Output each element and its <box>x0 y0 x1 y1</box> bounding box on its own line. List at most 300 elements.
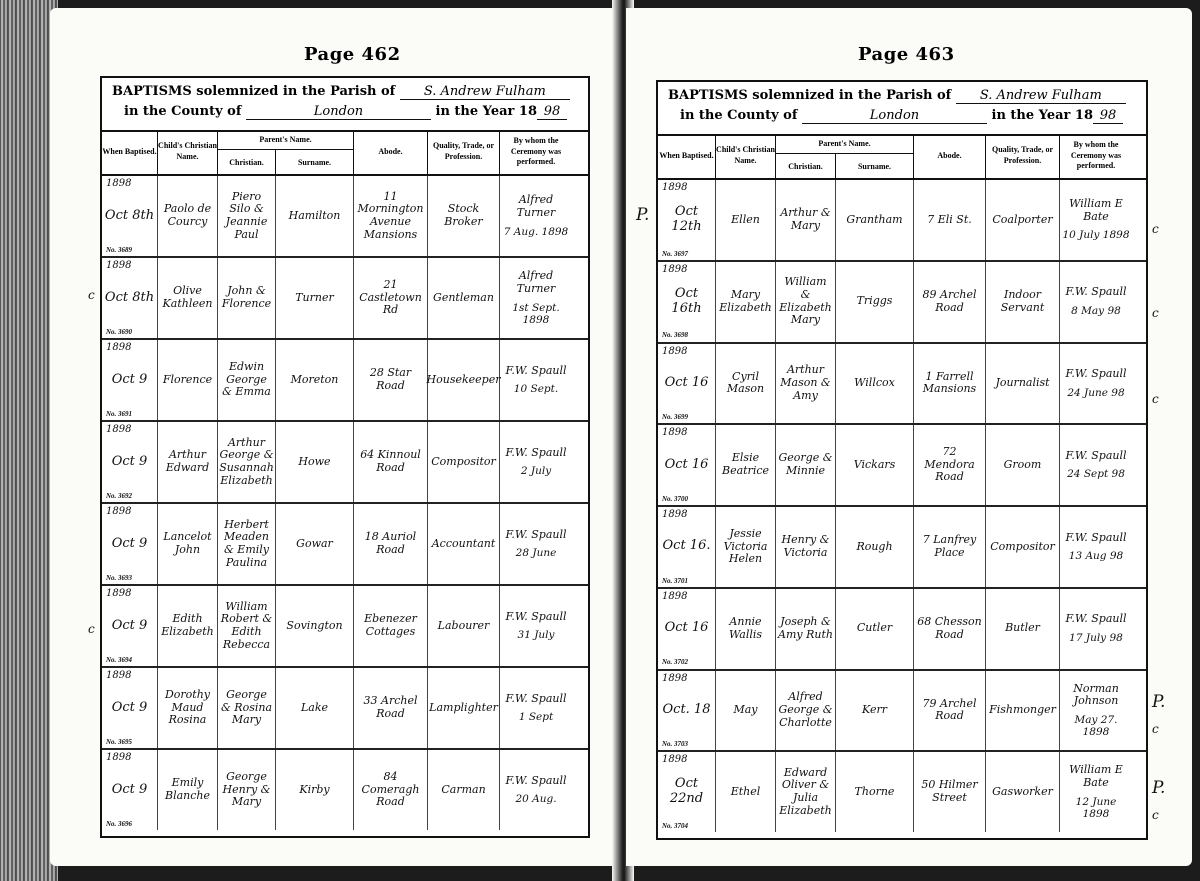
abode-text: 7 Lanfrey Place <box>922 533 977 559</box>
entry-number: No. 3690 <box>106 327 133 336</box>
child-name <box>158 422 218 502</box>
entry-number: No. 3691 <box>106 409 133 418</box>
surname <box>836 507 914 587</box>
officiant-name: Alfred Turner <box>516 269 556 295</box>
birth-date: 8 May 98 <box>1071 304 1121 317</box>
child-name <box>158 258 218 338</box>
officiant-name: F.W. Spaull <box>1065 448 1127 462</box>
child-name <box>158 504 218 584</box>
baptism-date <box>102 340 158 420</box>
parents-christian-names-text: Arthur George & Susannah Elizabeth <box>219 435 274 487</box>
profession-text: Journalist <box>995 376 1050 390</box>
surname <box>276 586 354 666</box>
parents-christian-names-text: William & Elizabeth Mary <box>779 275 832 327</box>
entry-year: 1898 <box>662 263 688 275</box>
baptism-register-table <box>100 76 590 838</box>
officiant <box>1060 180 1132 260</box>
officiant <box>500 176 572 256</box>
entry-year: 1898 <box>106 424 132 435</box>
birth-date: 1 Sept <box>518 711 554 724</box>
profession-text: Stock Broker <box>444 202 483 228</box>
column-headers <box>102 130 588 176</box>
baptism-date-text: Oct 22nd <box>669 776 704 807</box>
officiant <box>500 668 572 748</box>
parents-christian-names <box>218 422 276 502</box>
abode <box>914 344 986 424</box>
margin-note: P. <box>1152 692 1166 712</box>
column-header-when: When Baptised. <box>658 134 716 178</box>
child-name-text: Dorothy Maud Rosina <box>164 688 211 727</box>
baptism-date-text: Oct 9 <box>111 617 148 633</box>
birth-date: 1st Sept. 1898 <box>512 301 560 326</box>
column-header-quality: Quality, Trade, or Profession. <box>428 130 500 174</box>
baptism-date <box>658 507 716 587</box>
surname-text: Hamilton <box>288 208 341 222</box>
birth-date: 28 June <box>515 547 557 560</box>
parents-christian-names-text: George & Rosina Mary <box>221 688 272 727</box>
entry-number: No. 3701 <box>662 576 689 585</box>
column-header-surname: Surname. <box>836 154 914 178</box>
abode-text: 28 Star Road <box>369 366 412 392</box>
entry-year: 1898 <box>662 754 688 766</box>
abode-text: 89 Archel Road <box>922 287 977 314</box>
child-name <box>716 425 776 505</box>
child-name-text: Lancelot John <box>163 530 212 556</box>
baptism-date <box>102 176 158 256</box>
entry-number: No. 3703 <box>662 740 689 749</box>
year-value: 98 <box>537 104 567 120</box>
baptism-date-text: Oct 16th <box>671 285 702 316</box>
baptism-date <box>658 425 716 505</box>
right-page <box>626 8 1192 866</box>
column-header-parents: Parent's Name. <box>776 134 914 154</box>
officiant-name: William E Bate <box>1069 197 1123 223</box>
profession-text: Compositor <box>990 539 1055 553</box>
profession <box>986 262 1060 342</box>
entry-year: 1898 <box>106 342 132 353</box>
surname-text: Howe <box>298 454 331 468</box>
child-name <box>158 176 218 256</box>
profession <box>428 504 500 584</box>
abode-text: 7 Eli St. <box>927 212 972 226</box>
abode-text: 68 Chesson Road <box>917 614 982 641</box>
surname-text: Moreton <box>290 372 339 386</box>
parents-christian-names-text: John & Florence <box>221 284 272 310</box>
margin-note: c <box>88 622 95 636</box>
abode <box>914 507 986 587</box>
surname-text: Kerr <box>862 703 887 717</box>
baptism-date-text: Oct 16. <box>662 538 711 554</box>
abode-text: 33 Archel Road <box>363 694 418 720</box>
register-entry <box>102 258 588 340</box>
column-header-surname: Surname. <box>276 150 354 174</box>
profession <box>986 671 1060 751</box>
profession-text: Lamplighter <box>429 700 498 714</box>
profession-text: Gentleman <box>433 290 494 304</box>
parents-christian-names <box>776 671 836 751</box>
surname <box>276 504 354 584</box>
officiant <box>1060 507 1132 587</box>
child-name-text: Paolo de Courcy <box>163 202 212 228</box>
parish-name: S. Andrew Fulham <box>400 84 570 100</box>
entry-year: 1898 <box>106 670 132 681</box>
margin-note: c <box>88 288 95 302</box>
baptism-date-text: Oct 8th <box>104 289 155 305</box>
parents-christian-names-text: George & Minnie <box>778 451 833 478</box>
abode-text: 64 Kinnoul Road <box>360 448 421 474</box>
officiant-name: F.W. Spaull <box>1065 285 1127 299</box>
officiant <box>500 504 572 584</box>
surname <box>836 589 914 669</box>
abode-text: 11 Mornington Avenue Mansions <box>357 189 424 241</box>
baptism-register-table <box>656 80 1148 840</box>
child-name-text: Edith Elizabeth <box>161 612 214 638</box>
birth-date: 10 July 1898 <box>1062 229 1130 242</box>
child-name-text: Ethel <box>730 784 761 798</box>
officiant-name: F.W. Spaull <box>505 691 567 705</box>
officiant <box>1060 589 1132 669</box>
entry-year: 1898 <box>106 260 132 271</box>
surname-text: Rough <box>856 539 893 553</box>
abode-text: 72 Mendora Road <box>924 445 975 484</box>
entry-number: No. 3702 <box>662 658 689 667</box>
column-headers <box>658 134 1146 180</box>
surname <box>836 262 914 342</box>
surname <box>276 668 354 748</box>
birth-date: 12 June 1898 <box>1075 795 1117 820</box>
surname <box>276 258 354 338</box>
abode <box>914 262 986 342</box>
officiant-name: F.W. Spaull <box>1065 612 1127 626</box>
entry-year: 1898 <box>106 752 132 763</box>
surname <box>836 752 914 832</box>
child-name-text: Cyril Mason <box>726 369 765 396</box>
abode <box>354 750 428 830</box>
abode-text: 1 Farrell Mansions <box>922 369 977 396</box>
entry-year: 1898 <box>106 178 132 189</box>
officiant <box>1060 344 1132 424</box>
surname-text: Vickars <box>853 457 896 471</box>
baptism-date <box>102 586 158 666</box>
parents-christian-names-text: Edwin George & Emma <box>222 360 271 399</box>
baptism-date <box>658 344 716 424</box>
birth-date: 24 June 98 <box>1067 386 1125 399</box>
baptism-date-text: Oct 12th <box>671 203 702 234</box>
officiant-name: William E Bate <box>1069 763 1123 790</box>
page-number: Page 463 <box>858 44 955 65</box>
abode <box>354 340 428 420</box>
profession-text: Housekeeper <box>426 372 501 386</box>
register-heading <box>658 82 1146 136</box>
profession <box>428 586 500 666</box>
abode-text: 18 Auriol Road <box>364 530 417 556</box>
birth-date: 13 Aug 98 <box>1068 550 1124 563</box>
profession-text: Indoor Servant <box>1000 287 1045 314</box>
register-entry <box>102 340 588 422</box>
register-entry <box>658 180 1146 262</box>
birth-date: 17 July 98 <box>1069 631 1123 644</box>
officiant <box>500 586 572 666</box>
profession-text: Gasworker <box>992 784 1053 798</box>
birth-date: 20 Aug. <box>515 793 557 806</box>
parents-christian-names-text: Arthur & Mary <box>780 206 831 232</box>
child-name-text: Florence <box>162 372 213 386</box>
surname <box>836 671 914 751</box>
column-header-when: When Baptised. <box>102 130 158 174</box>
baptism-date-text: Oct 9 <box>111 453 148 469</box>
baptism-date <box>658 671 716 751</box>
child-name <box>716 262 776 342</box>
abode <box>354 668 428 748</box>
parents-christian-names-text: Edward Oliver & Julia Elizabeth <box>779 765 832 817</box>
birth-date: 10 Sept. <box>513 383 559 396</box>
entry-year: 1898 <box>662 345 688 357</box>
parents-christian-names <box>218 258 276 338</box>
baptism-date-text: Oct 9 <box>111 781 148 797</box>
baptism-date-text: Oct 16 <box>664 374 709 390</box>
abode <box>354 586 428 666</box>
abode <box>354 176 428 256</box>
parents-christian-names <box>776 425 836 505</box>
entry-year: 1898 <box>662 427 688 439</box>
entry-number: No. 3696 <box>106 819 133 828</box>
profession <box>986 589 1060 669</box>
surname <box>276 340 354 420</box>
column-header-by-whom: By whom the Ceremony was performed. <box>510 135 562 167</box>
baptism-date <box>658 752 716 832</box>
entry-number: No. 3704 <box>662 821 689 830</box>
entry-number: No. 3699 <box>662 413 689 422</box>
parents-christian-names <box>218 668 276 748</box>
profession <box>428 668 500 748</box>
abode <box>914 671 986 751</box>
birth-date: 24 Sept 98 <box>1067 468 1125 481</box>
child-name <box>716 344 776 424</box>
register-heading <box>102 78 588 132</box>
margin-note: P. <box>636 205 650 225</box>
surname <box>836 180 914 260</box>
parents-christian-names-text: Henry & Victoria <box>781 533 830 559</box>
register-entry <box>658 589 1146 671</box>
child-name-text: Ellen <box>731 212 760 226</box>
profession-text: Butler <box>1005 621 1040 635</box>
officiant <box>1060 262 1132 342</box>
entry-year: 1898 <box>662 590 688 602</box>
baptism-date <box>102 750 158 830</box>
birth-date: 31 July <box>517 629 555 642</box>
child-name-text: Mary Elizabeth <box>719 287 772 314</box>
register-entry <box>658 752 1146 832</box>
parents-christian-names <box>218 340 276 420</box>
year-label: in the Year 18 <box>991 108 1093 123</box>
column-header-by-whom: By whom the Ceremony was performed. <box>1070 139 1122 171</box>
county-name: London <box>246 104 431 120</box>
parents-christian-names-text: Alfred George & Charlotte <box>778 690 833 729</box>
register-entry <box>658 507 1146 589</box>
officiant <box>500 258 572 338</box>
profession <box>986 180 1060 260</box>
entry-year: 1898 <box>662 182 688 193</box>
officiant-name: F.W. Spaull <box>505 773 567 787</box>
margin-note: c <box>1152 222 1159 236</box>
entry-number: No. 3694 <box>106 655 133 664</box>
child-name-text: May <box>733 703 758 717</box>
officiant <box>500 340 572 420</box>
surname-text: Thorne <box>854 784 895 798</box>
register-entry <box>658 262 1146 344</box>
surname <box>836 344 914 424</box>
parents-christian-names <box>776 344 836 424</box>
surname-text: Sovington <box>286 618 343 632</box>
abode <box>354 258 428 338</box>
baptism-date <box>102 504 158 584</box>
column-header-abode: Abode. <box>914 134 986 178</box>
child-name-text: Olive Kathleen <box>162 284 213 310</box>
entry-number: No. 3697 <box>662 249 689 258</box>
surname <box>276 422 354 502</box>
entry-year: 1898 <box>106 506 132 517</box>
baptism-date-text: Oct 16 <box>664 456 709 472</box>
profession <box>428 750 500 830</box>
margin-note: c <box>1152 392 1159 406</box>
register-entry <box>658 344 1146 426</box>
surname <box>836 425 914 505</box>
entry-number: No. 3693 <box>106 573 133 582</box>
county-label: in the County of <box>680 108 798 123</box>
parents-christian-names-text: George Henry & Mary <box>222 770 271 809</box>
profession-text: Accountant <box>431 536 496 550</box>
surname-text: Willcox <box>854 376 895 390</box>
child-name <box>158 340 218 420</box>
profession-text: Coalporter <box>992 212 1053 226</box>
abode-text: Ebenezer Cottages <box>364 612 417 638</box>
baptism-date <box>102 258 158 338</box>
profession <box>986 507 1060 587</box>
heading-title: BAPTISMS solemnized in the Parish of <box>112 84 396 99</box>
column-header-abode: Abode. <box>354 130 428 174</box>
surname-text: Kirby <box>299 782 330 796</box>
birth-date: 2 July <box>520 465 552 478</box>
birth-date: May 27. 1898 <box>1074 713 1118 739</box>
register-entry <box>102 504 588 586</box>
baptism-date-text: Oct. 18 <box>662 701 711 717</box>
surname-text: Lake <box>300 700 329 714</box>
profession <box>428 258 500 338</box>
surname-text: Triggs <box>856 294 893 308</box>
officiant <box>500 422 572 502</box>
left-page <box>50 8 622 866</box>
baptism-date <box>658 180 716 260</box>
officiant <box>1060 425 1132 505</box>
child-name <box>158 668 218 748</box>
page-number: Page 462 <box>304 44 401 65</box>
parents-christian-names <box>218 586 276 666</box>
column-header-child: Child's Christian Name. <box>716 134 776 178</box>
entry-number: No. 3700 <box>662 494 689 503</box>
child-name <box>716 589 776 669</box>
column-header-parents: Parent's Name. <box>218 130 354 150</box>
baptism-date <box>658 262 716 342</box>
margin-note: c <box>1152 722 1159 736</box>
entry-year: 1898 <box>662 509 688 520</box>
parents-christian-names <box>218 504 276 584</box>
child-name-text: Emily Blanche <box>165 776 210 802</box>
baptism-date <box>658 589 716 669</box>
officiant <box>1060 752 1132 832</box>
abode-text: 50 Hilmer Street <box>921 778 978 805</box>
officiant-name: F.W. Spaull <box>1065 530 1127 544</box>
baptism-date-text: Oct 16 <box>664 620 709 636</box>
child-name <box>158 750 218 830</box>
parish-name: S. Andrew Fulham <box>956 88 1126 104</box>
profession <box>986 344 1060 424</box>
county-label: in the County of <box>124 104 242 119</box>
parents-christian-names <box>776 752 836 832</box>
parents-christian-names-text: Arthur Mason & Amy <box>780 363 831 402</box>
margin-note: c <box>1152 306 1159 320</box>
profession-text: Fishmonger <box>989 703 1056 717</box>
officiant-name: F.W. Spaull <box>1065 367 1127 381</box>
parents-christian-names <box>776 507 836 587</box>
officiant-name: F.W. Spaull <box>505 527 567 541</box>
profession <box>428 340 500 420</box>
officiant-name: F.W. Spaull <box>505 363 567 377</box>
profession-text: Groom <box>1003 457 1042 471</box>
surname-text: Gowar <box>296 536 333 550</box>
county-name: London <box>802 108 987 124</box>
profession-text: Compositor <box>431 454 496 468</box>
parents-christian-names-text: Piero Silo & Jeannie Paul <box>225 189 268 241</box>
parents-christian-names <box>218 176 276 256</box>
entry-number: No. 3692 <box>106 491 133 500</box>
margin-note: c <box>1152 808 1159 822</box>
baptism-date <box>102 668 158 748</box>
heading-title: BAPTISMS solemnized in the Parish of <box>668 88 952 103</box>
year-label: in the Year 18 <box>435 104 537 119</box>
entry-number: No. 3695 <box>106 737 133 746</box>
column-header-christian: Christian. <box>218 150 276 174</box>
surname <box>276 176 354 256</box>
surname <box>276 750 354 830</box>
officiant <box>1060 671 1132 751</box>
entry-number: No. 3698 <box>662 331 689 340</box>
child-name <box>716 180 776 260</box>
register-entry <box>658 425 1146 507</box>
register-entry <box>102 668 588 750</box>
abode <box>914 180 986 260</box>
profession <box>428 176 500 256</box>
abode <box>354 504 428 584</box>
officiant-name: F.W. Spaull <box>505 609 567 623</box>
parents-christian-names <box>776 262 836 342</box>
child-name <box>716 752 776 832</box>
register-entry <box>102 176 588 258</box>
profession <box>986 425 1060 505</box>
officiant <box>500 750 572 830</box>
margin-note: P. <box>1152 778 1166 798</box>
parents-christian-names <box>218 750 276 830</box>
surname-text: Grantham <box>846 212 903 226</box>
baptism-date-text: Oct 9 <box>111 699 148 715</box>
baptism-date-text: Oct 9 <box>111 535 148 551</box>
column-header-quality: Quality, Trade, or Profession. <box>986 134 1060 178</box>
officiant-name: F.W. Spaull <box>505 445 567 459</box>
column-header-child: Child's Christian Name. <box>158 130 218 174</box>
register-entry <box>102 586 588 668</box>
birth-date: 7 Aug. 1898 <box>503 225 569 238</box>
officiant-name: Norman Johnson <box>1073 681 1119 708</box>
child-name-text: Elsie Beatrice <box>721 451 770 478</box>
